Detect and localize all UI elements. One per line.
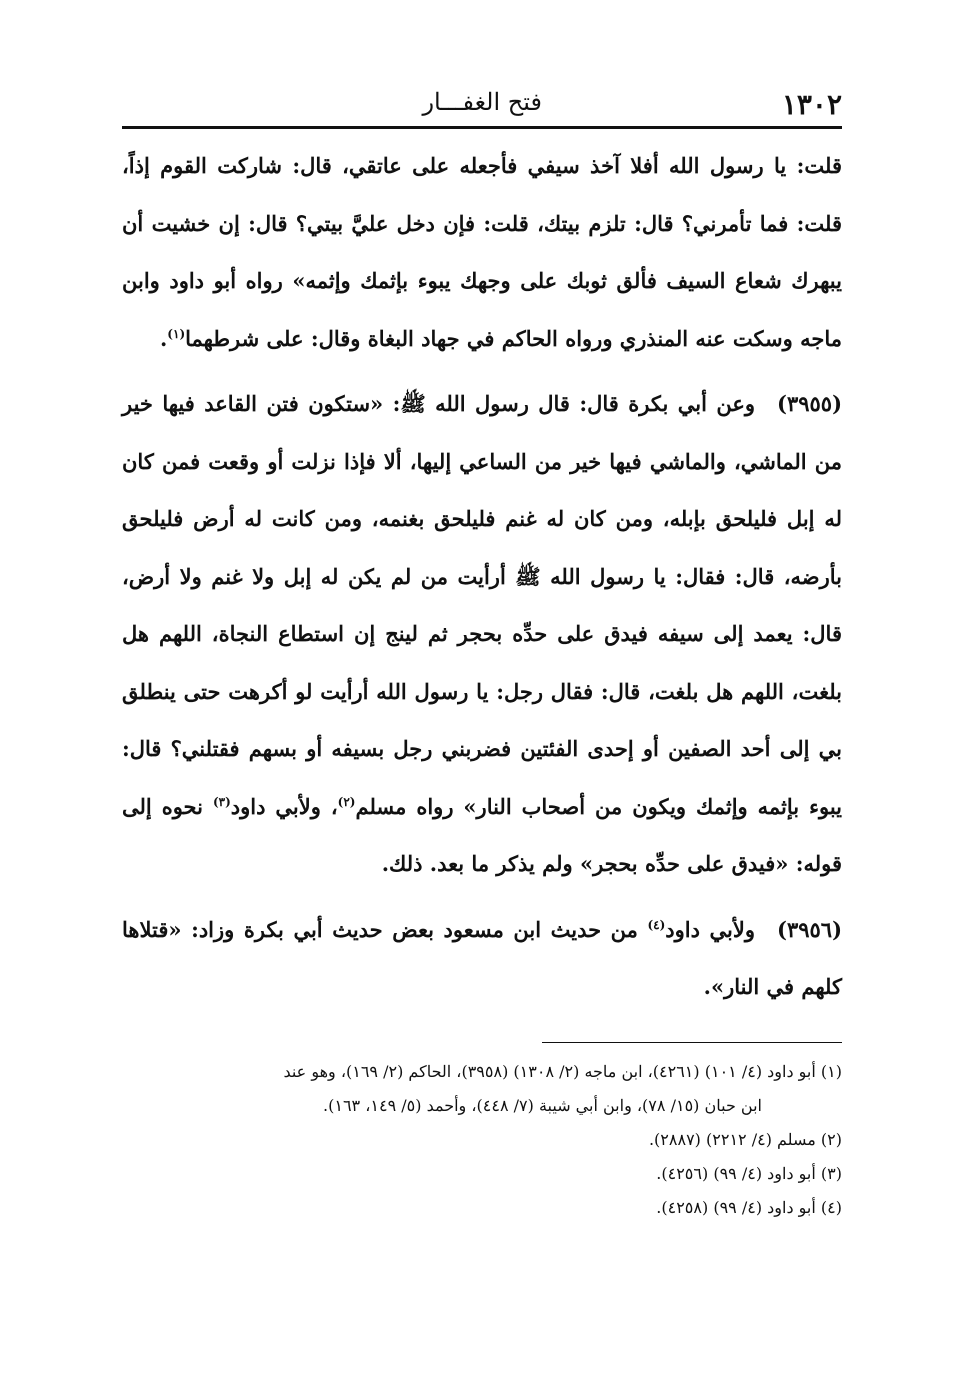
hadith-number: (٣٩٥٥)	[777, 391, 842, 416]
footnote-ref: (٤)	[647, 917, 666, 932]
running-header	[122, 82, 842, 129]
footnote-ref: (١)	[167, 326, 186, 341]
footnote-3	[122, 1157, 842, 1191]
book-page	[122, 82, 842, 1225]
paragraph-text: قلت: يا رسول الله أفلا آخذ سيفي فأجعله على عاتقي، قال: شاركت القوم إذاً، قلت: فما تأمرني؟ قال: تلزم بيتك، قلت: فإن دخل عليَّ بيتي؟ قال: إن خشيت أن يبهرك شعاع السيف فألق ثوبك على وجهك يبوء بإثمك وإثمه» رواه أبو داود وابن ماجه وسكت عنه المنذري ورواه الحاكم في جهاد البغاة وقال: على شرطهما	[122, 153, 842, 351]
page-number: ١٣٠٢	[781, 88, 842, 121]
footnote-line: (٢) مسلم (٤/ ٢٢١٢) (٢٨٨٧).	[648, 1129, 842, 1149]
footnote-line: (٣) أبو داود (٤/ ٩٩) (٤٢٥٦).	[656, 1163, 842, 1183]
footnote-2	[122, 1123, 842, 1157]
paragraph-text: ولأبي داود	[665, 916, 755, 942]
footnote-divider	[542, 1042, 842, 1043]
paragraph-tail: نحوه إلى قوله: «فيدق على حدِّه بحجر» ولم يذكر ما بعد. ذلك.	[122, 793, 842, 876]
paragraph-tail: .	[159, 325, 168, 351]
footnote-line: ابن حبان (١٥/ ٧٨)، وابن أبي شيبة (٧/ ٤٤٨)، وأحمد (٥/ ١٤٩، ١٦٣).	[323, 1095, 762, 1115]
footnote-1	[122, 1055, 842, 1123]
footnote-ref: (٣)	[212, 794, 231, 809]
main-text	[122, 137, 842, 1016]
hadith-3956	[122, 901, 842, 1016]
footnote-line: (٤) أبو داود (٤/ ٩٩) (٤٢٥٨).	[656, 1197, 842, 1217]
paragraph-text: وعن أبي بكرة قال: قال رسول الله ﷺ: «ستكون فتن القاعد فيها خير من الماشي، والماشي فيها خير من الساعي إليها، ألا فإذا نزلت أو وقعت فمن كان له إبل فليلحق بإبله، ومن كان له غنم فليلحق بغنمه، ومن كانت له أرض فليلحق بأرضه، قال: فقال: يا رسول الله ﷺ أرأيت من لم يكن له إبل ولا غنم ولا أرض، قال: يعمد إلى سيفه فيدق على حدِّه بحجر ثم لينج إن استطاع النجاة، اللهم هل بلغت، اللهم هل بلغت، قال: فقال رجل: يا رسول الله أرأيت لو أكرهت حتى ينطلق بي إلى أحد الصفين أو إحدى الفئتين فضربني رجل بسيفه أو بسهم فقتلني؟ قال: يبوء بإثمه وإثمك ويكون من أصحاب النار» رواه مسلم	[122, 391, 843, 819]
paragraph-tail: من حديث ابن مسعود بعض حديث أبي بكرة وزاد: «قتلاها كلهم في النار».	[122, 916, 842, 999]
footnote-ref: (٢)	[337, 794, 356, 809]
footnotes	[122, 1055, 842, 1225]
paragraph-tail: ، ولأبي داود	[230, 793, 338, 819]
footnote-4	[122, 1191, 842, 1225]
book-title: فتح الغفـــار	[422, 88, 542, 116]
paragraph-continuation	[122, 137, 842, 367]
hadith-number: (٣٩٥٦)	[777, 916, 842, 942]
hadith-3955	[122, 375, 842, 893]
footnote-line: (١) أبو داود (٤/ ١٠١) (٤٢٦١)، ابن ماجه (٢/ ١٣٠٨) (٣٩٥٨)، الحاكم (٢/ ١٦٩)، وهو عند	[283, 1061, 842, 1081]
